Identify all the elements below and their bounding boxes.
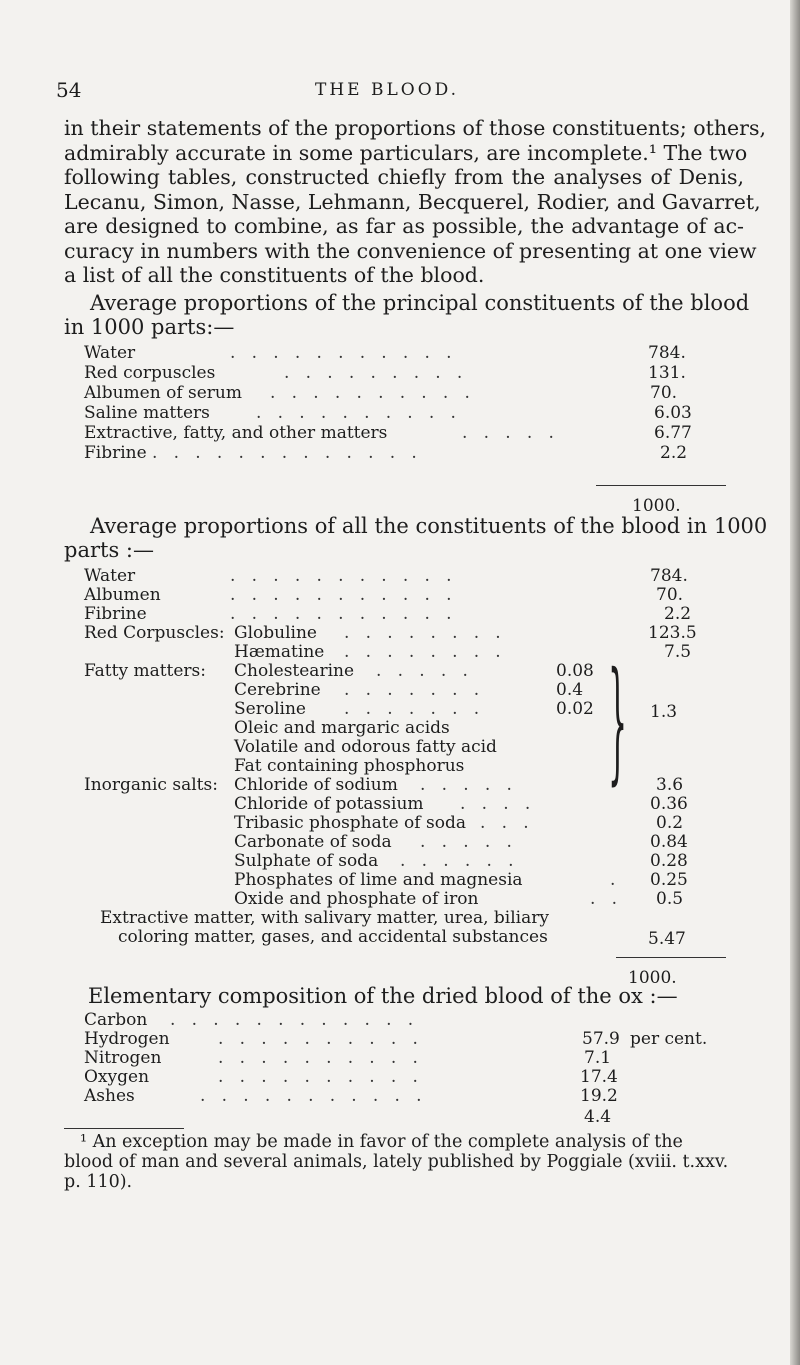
table2-label: Volatile and odorous fatty acid bbox=[234, 737, 497, 757]
table1-heading bbox=[64, 291, 750, 339]
page-edge-shadow bbox=[790, 0, 800, 1365]
table2-value: 0.25 bbox=[650, 870, 688, 890]
leader-dots: . . . . . . . . . . . . . bbox=[152, 443, 417, 463]
footnote-line: blood of man and several animals, lately published by Poggiale (xviii. t.xxv. bbox=[64, 1152, 729, 1172]
sum-rule bbox=[596, 485, 726, 486]
table2-label: Tribasic phosphate of soda bbox=[234, 813, 466, 833]
table3-unit: per cent. bbox=[630, 1029, 708, 1049]
table2-value: 0.28 bbox=[650, 851, 688, 871]
leader-dots: . . . . . . . bbox=[344, 680, 480, 700]
table3-value: 17.4 bbox=[580, 1067, 618, 1087]
table3-value: 4.4 bbox=[584, 1107, 612, 1127]
table2-total: 1000. bbox=[628, 968, 677, 988]
table2-label: Chloride of sodium bbox=[234, 775, 398, 795]
table2-label: Carbonate of soda bbox=[234, 832, 392, 852]
table2-group: Water bbox=[84, 566, 136, 586]
table2-value: 0.36 bbox=[650, 794, 688, 814]
table1-label: Albumen of serum bbox=[84, 383, 242, 403]
table2-subvalue: 0.02 bbox=[556, 699, 594, 719]
leader-dots: . . . . . . . bbox=[344, 699, 480, 719]
table3-heading: Elementary composition of the dried blood of the ox :— bbox=[88, 984, 678, 1008]
table2-value: 7.5 bbox=[664, 642, 692, 662]
leader-dots: . . . . . . . . . . . bbox=[230, 604, 452, 624]
leader-dots: . . . . . . bbox=[400, 851, 514, 871]
table2-subvalue: 0.4 bbox=[556, 680, 584, 700]
table2-value: 70. bbox=[656, 585, 684, 605]
table1-heading-line: Average proportions of the principal constituents of the blood bbox=[90, 291, 750, 315]
fatty-matters-total: 1.3 bbox=[650, 702, 678, 722]
intro-line: curacy in numbers with the convenience of presenting at one view bbox=[64, 238, 757, 263]
table2-value: 2.2 bbox=[664, 604, 692, 624]
table2-group: Fatty matters: bbox=[84, 661, 207, 681]
table2-label: Sulphate of soda bbox=[234, 851, 379, 871]
table3-label: Oxygen bbox=[84, 1067, 150, 1087]
leader-dots: . bbox=[610, 870, 616, 890]
leader-dots: . . . . . . . . . . bbox=[218, 1067, 418, 1087]
table1-value: 70. bbox=[650, 383, 678, 403]
table2-label: Globuline bbox=[234, 623, 317, 643]
extractive-value: 5.47 bbox=[648, 929, 686, 949]
table2-subvalue: 0.08 bbox=[556, 661, 594, 681]
table2-group: Albumen bbox=[84, 585, 161, 605]
intro-line: Lecanu, Simon, Nasse, Lehmann, Becquerel, Rodier, and Gavarret, bbox=[64, 189, 761, 214]
table3-label: Hydrogen bbox=[84, 1029, 170, 1049]
intro-line: in their statements of the proportions of those constituents; others, bbox=[64, 116, 767, 140]
table2-value: 0.5 bbox=[656, 889, 684, 909]
table2-group: Inorganic salts: bbox=[84, 775, 218, 795]
table2-value: 0.84 bbox=[650, 832, 688, 852]
table2-value: 3.6 bbox=[656, 775, 684, 795]
table1-label: Fibrine bbox=[84, 443, 147, 463]
table1-label: Saline matters bbox=[84, 403, 210, 423]
intro-line: a list of all the constituents of the blood. bbox=[64, 263, 485, 287]
intro-line: admirably accurate in some particulars, are incomplete.¹ The two bbox=[64, 140, 748, 165]
table3-value: 57.9 bbox=[582, 1029, 620, 1049]
table1-value: 2.2 bbox=[660, 443, 688, 463]
table2-value: 0.2 bbox=[656, 813, 684, 833]
table2-value: 784. bbox=[650, 566, 688, 586]
table2-label: Chloride of potassium bbox=[234, 794, 424, 814]
leader-dots: . . . . . bbox=[376, 661, 468, 681]
footnote-line: p. 110). bbox=[64, 1172, 133, 1192]
table2-label: Cholestearine bbox=[234, 661, 355, 681]
leader-dots: . . . . bbox=[460, 794, 531, 814]
table2-label: Phosphates of lime and magnesia bbox=[234, 870, 523, 890]
leader-dots: . . bbox=[590, 889, 618, 909]
table1-heading-line: in 1000 parts:— bbox=[64, 315, 235, 339]
table2-value: 123.5 bbox=[648, 623, 697, 643]
table2-heading bbox=[64, 514, 768, 562]
table2-label: Oxide and phosphate of iron bbox=[234, 889, 479, 909]
leader-dots: . . . . . . . . . . bbox=[270, 383, 470, 403]
intro-line: are designed to combine, as far as possible, the advantage of ac- bbox=[64, 214, 744, 238]
table2-label: Cerebrine bbox=[234, 680, 321, 700]
intro-line: following tables, constructed chiefly from the analyses of Denis, bbox=[64, 165, 744, 189]
extractive-line: Extractive matter, with salivary matter, urea, biliary bbox=[100, 908, 549, 928]
table1-label: Red corpuscles bbox=[84, 363, 216, 383]
table3-label: Carbon bbox=[84, 1010, 148, 1030]
footnote-line: ¹ An exception may be made in favor of the complete analysis of the bbox=[80, 1132, 683, 1152]
table2-label: Hæmatine bbox=[234, 642, 325, 662]
table3-value: 7.1 bbox=[584, 1048, 612, 1068]
leader-dots: . . . . . bbox=[420, 832, 512, 852]
table2-group: Red Corpuscles: bbox=[84, 623, 225, 643]
table2-heading-line: parts :— bbox=[64, 538, 154, 562]
table1-value: 784. bbox=[648, 343, 686, 363]
extractive-line: coloring matter, gases, and accidental substances bbox=[118, 927, 548, 947]
table1-label: Water bbox=[84, 343, 136, 363]
leader-dots: . . . . . . . . . . . bbox=[230, 343, 452, 363]
leader-dots: . . . . . . . . bbox=[344, 642, 501, 662]
sum-rule bbox=[616, 957, 726, 958]
leader-dots: . . . . . bbox=[462, 423, 554, 443]
leader-dots: . . . . . bbox=[420, 775, 512, 795]
leader-dots: . . . . . . . . bbox=[344, 623, 501, 643]
table1-label: Extractive, fatty, and other matters bbox=[84, 423, 388, 443]
leader-dots: . . . . . . . . . . . bbox=[230, 566, 452, 586]
leader-dots: . . . bbox=[480, 813, 529, 833]
leader-dots: . . . . . . . . . . . bbox=[200, 1086, 422, 1106]
table1-value: 131. bbox=[648, 363, 686, 383]
table3-label: Ashes bbox=[84, 1086, 135, 1106]
running-title: THE BLOOD. bbox=[315, 80, 460, 100]
footnote bbox=[64, 1132, 754, 1192]
table1-value: 6.77 bbox=[654, 423, 692, 443]
table2-label: Oleic and margaric acids bbox=[234, 718, 450, 738]
table1-total: 1000. bbox=[632, 496, 681, 516]
table2-label: Seroline bbox=[234, 699, 306, 719]
table1-value: 6.03 bbox=[654, 403, 692, 423]
fatty-matters-brace: } bbox=[608, 645, 628, 799]
table3-value: 19.2 bbox=[580, 1086, 618, 1106]
leader-dots: . . . . . . . . . bbox=[284, 363, 463, 383]
leader-dots: . . . . . . . . . . . . bbox=[170, 1010, 414, 1030]
table3-label: Nitrogen bbox=[84, 1048, 162, 1068]
intro-paragraph bbox=[64, 116, 767, 288]
leader-dots: . . . . . . . . . . . bbox=[230, 585, 452, 605]
page-number: 54 bbox=[56, 78, 82, 102]
table2-label: Fat containing phosphorus bbox=[234, 756, 465, 776]
footnote-rule bbox=[64, 1128, 184, 1129]
leader-dots: . . . . . . . . . . bbox=[218, 1029, 418, 1049]
leader-dots: . . . . . . . . . . bbox=[218, 1048, 418, 1068]
table2-group: Fibrine bbox=[84, 604, 147, 624]
table2-heading-line: Average proportions of all the constituents of the blood in 1000 bbox=[90, 514, 768, 538]
leader-dots: . . . . . . . . . . bbox=[256, 403, 456, 423]
